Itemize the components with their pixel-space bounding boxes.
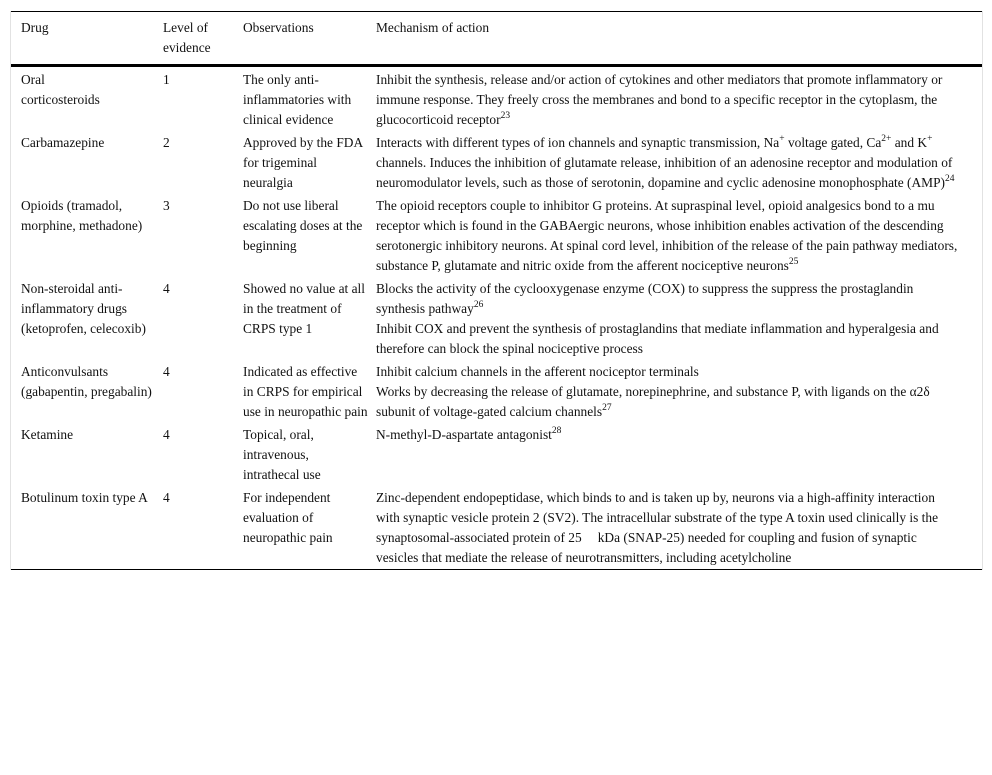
level-cell: 4 (163, 490, 170, 505)
observations-cell: For independent evaluation of neuropathic pain (243, 490, 333, 545)
header-level-of-evidence (163, 12, 243, 66)
level-cell: 2 (163, 135, 170, 150)
drug-cell: Ketamine (21, 427, 74, 442)
drug-cell: Carbamazepine (21, 135, 105, 150)
header-level-line-2: evidence (163, 40, 211, 55)
drug-cell: Anticonvulsants (gabapentin, pregabalin) (21, 364, 152, 399)
observations-cell: Showed no value at all in the treatment of CRPS type 1 (243, 281, 365, 336)
mechanism-cell: The opioid receptors couple to inhibitor G proteins. At supraspinal level, opioid analgesics bond to a mu receptor which is found in the GABAergic neurons, whose inhibition enables activation of the descending serotonergic inhibitory neurons. At spinal cord level, inhibition of the release of the pain pathway mediators, substance P, glutamate and nitric oxide from the afferent nociceptive neurons$^{25}$ (376, 198, 958, 273)
drug-cell: Botulinum toxin type A (21, 490, 148, 505)
observations-cell: The only anti-inflammatories with clinical evidence (243, 72, 352, 127)
table-body (11, 66, 982, 570)
drug-line: Oral (21, 72, 45, 87)
reference-superscript: + (927, 134, 933, 144)
reference-superscript: 28 (551, 426, 562, 436)
header-drug: Drug (11, 12, 163, 66)
drug-cell: Opioids (tramadol, morphine, methadone) (21, 198, 143, 233)
header-mechanism-of-action: Mechanism of action (376, 12, 982, 66)
header-row (11, 12, 982, 66)
table-row (11, 276, 982, 359)
table-header (11, 12, 982, 66)
reference-superscript: 27 (602, 403, 612, 413)
reference-superscript: + (779, 134, 785, 144)
drug-cell: Non-steroidal anti-inflammatory drugs (ketoprofen, celecoxib) (21, 281, 146, 336)
level-cell: 1 (163, 72, 170, 87)
observations-cell: Approved by the FDA for trigeminal neuralgia (243, 135, 363, 190)
reference-superscript: 23 (500, 111, 511, 121)
table-row (11, 359, 982, 422)
reference-superscript: 24 (944, 174, 955, 184)
header-observations: Observations (243, 12, 376, 66)
drug-line: corticosteroids (21, 92, 100, 107)
table-row (11, 66, 982, 131)
drug-table (11, 11, 982, 570)
drug-cell (11, 66, 163, 131)
table-row (11, 422, 982, 485)
table-row (11, 485, 982, 570)
level-cell: 3 (163, 198, 170, 213)
mechanism-cell: Inhibit the synthesis, release and/or action of cytokines and other mediators that promote inflammatory or immune response. They freely cross the membranes and bond to a specific receptor in the cytoplasm, the glucocorticoid receptor$^{23}$ (376, 72, 943, 127)
level-cell: 4 (163, 281, 170, 296)
reference-superscript: 2+ (881, 134, 892, 144)
mechanism-cell: Interacts with different types of ion channels and synaptic transmission, Na+ voltage gated, $Ca^{2+}$ and K+ channels. Induces the inhibition of glutamate release, inhibition of an adenosine receptor and modulation of neuromodulator levels, such as those of serotonin, dopamine and cyclic adenosine monophosphate (AMP)$^{24}$ (376, 134, 955, 190)
reference-superscript: 26 (473, 300, 484, 310)
mechanism-cell: Inhibit calcium channels in the afferent nociceptor terminals Works by decreasing the release of glutamate, norepinephrine, and substance P, with ligands on the α2δ subunit of voltage-gated calcium channels$^{27}$ (376, 364, 930, 419)
observations-cell: Indicated as effective in CRPS for empirical use in neuropathic pain (243, 364, 368, 419)
drug-table-container (10, 11, 983, 570)
observations-cell: Do not use liberal escalating doses at the beginning (243, 198, 363, 253)
reference-superscript: 25 (788, 257, 799, 267)
level-cell: 4 (163, 364, 170, 379)
observations-cell: Topical, oral, intravenous, intrathecal use (243, 427, 321, 482)
mechanism-cell: Blocks the activity of the cyclooxygenase enzyme (COX) to suppress the suppress the prostaglandin synthesis pathway$^{26}$ Inhibit COX and prevent the synthesis of prostaglandins that mediate inflammation and hyperalgesia and therefore can block the spinal nociceptive process (376, 281, 939, 356)
mechanism-cell: Zinc-dependent endopeptidase, which binds to and is taken up by, neurons via a high-affinity interaction with synaptic vesicle protein 2 (SV2). The intracellular substrate of the type A toxin used clinically is the synaptosomal-associated protein of 25 kDa (SNAP-25) needed for coupling and fusion of synaptic vesicles that mediate the release of neurotransmitters, including acetylcholine (376, 490, 939, 565)
level-cell: 4 (163, 427, 170, 442)
table-row (11, 193, 982, 276)
header-level-line-1: Level of (163, 20, 208, 35)
table-row (11, 130, 982, 193)
mechanism-cell: N-methyl-D-aspartate antagonist$^{28}$ (376, 426, 562, 442)
